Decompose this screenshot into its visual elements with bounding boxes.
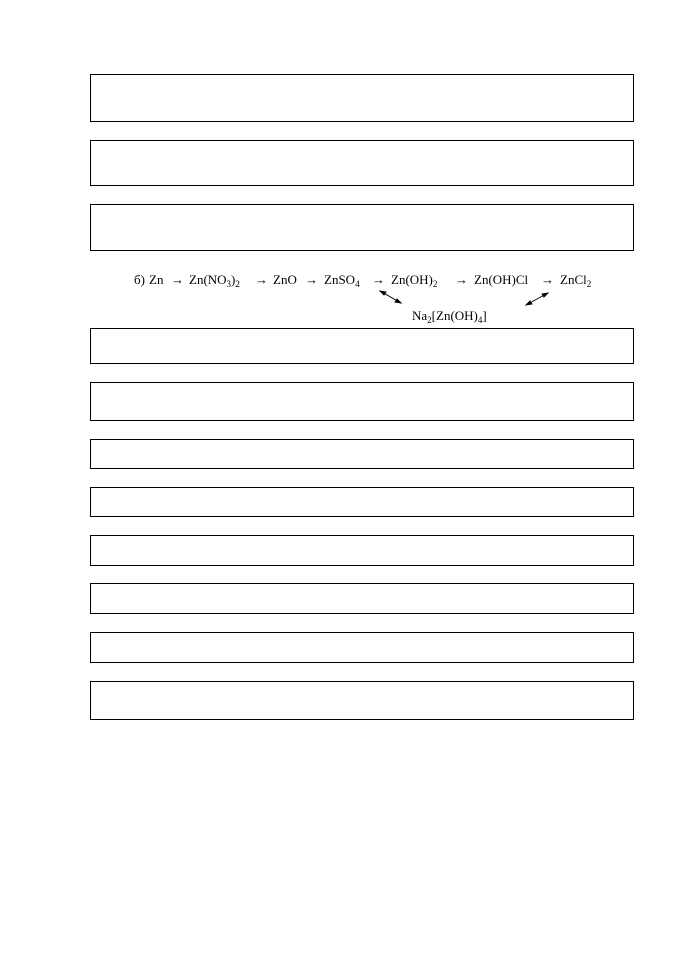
answer-box-11[interactable] xyxy=(90,681,634,720)
arrow-5: → xyxy=(455,272,468,287)
answer-box-2[interactable] xyxy=(90,140,634,186)
double-arrow-right xyxy=(526,293,548,305)
scheme-label: б) xyxy=(134,272,145,287)
arrow-3: → xyxy=(305,272,318,287)
answer-box-3[interactable] xyxy=(90,204,634,251)
formula-zn: Zn xyxy=(149,272,164,287)
answer-box-6[interactable] xyxy=(90,439,634,469)
answer-box-5[interactable] xyxy=(90,382,634,421)
answer-box-8[interactable] xyxy=(90,535,634,566)
formula-zn-oh-cl: Zn(OH)Cl xyxy=(474,272,529,287)
formula-zn-oh-2: $Zn(OH)_2$ xyxy=(391,272,438,289)
answer-box-10[interactable] xyxy=(90,632,634,663)
answer-box-9[interactable] xyxy=(90,583,634,614)
answer-box-4[interactable] xyxy=(90,328,634,364)
arrow-2: → xyxy=(255,272,268,287)
arrow-6: → xyxy=(541,272,554,287)
formula-zn-no3-2: $Zn(NO_3)_2$ xyxy=(189,272,240,289)
answer-box-7[interactable] xyxy=(90,487,634,517)
formula-zno: ZnO xyxy=(273,272,297,287)
formula-znso4: ZnSO$_4$ xyxy=(324,272,360,289)
answer-box-1[interactable] xyxy=(90,74,634,122)
formula-zncl2: ZnCl$_2$ xyxy=(560,272,592,289)
double-arrow-left xyxy=(380,291,401,303)
arrow-4: → xyxy=(372,272,385,287)
arrow-1: → xyxy=(171,272,184,287)
formula-na2-zn-oh-4: $Na_2[Zn(OH)_4]$ xyxy=(412,308,487,325)
